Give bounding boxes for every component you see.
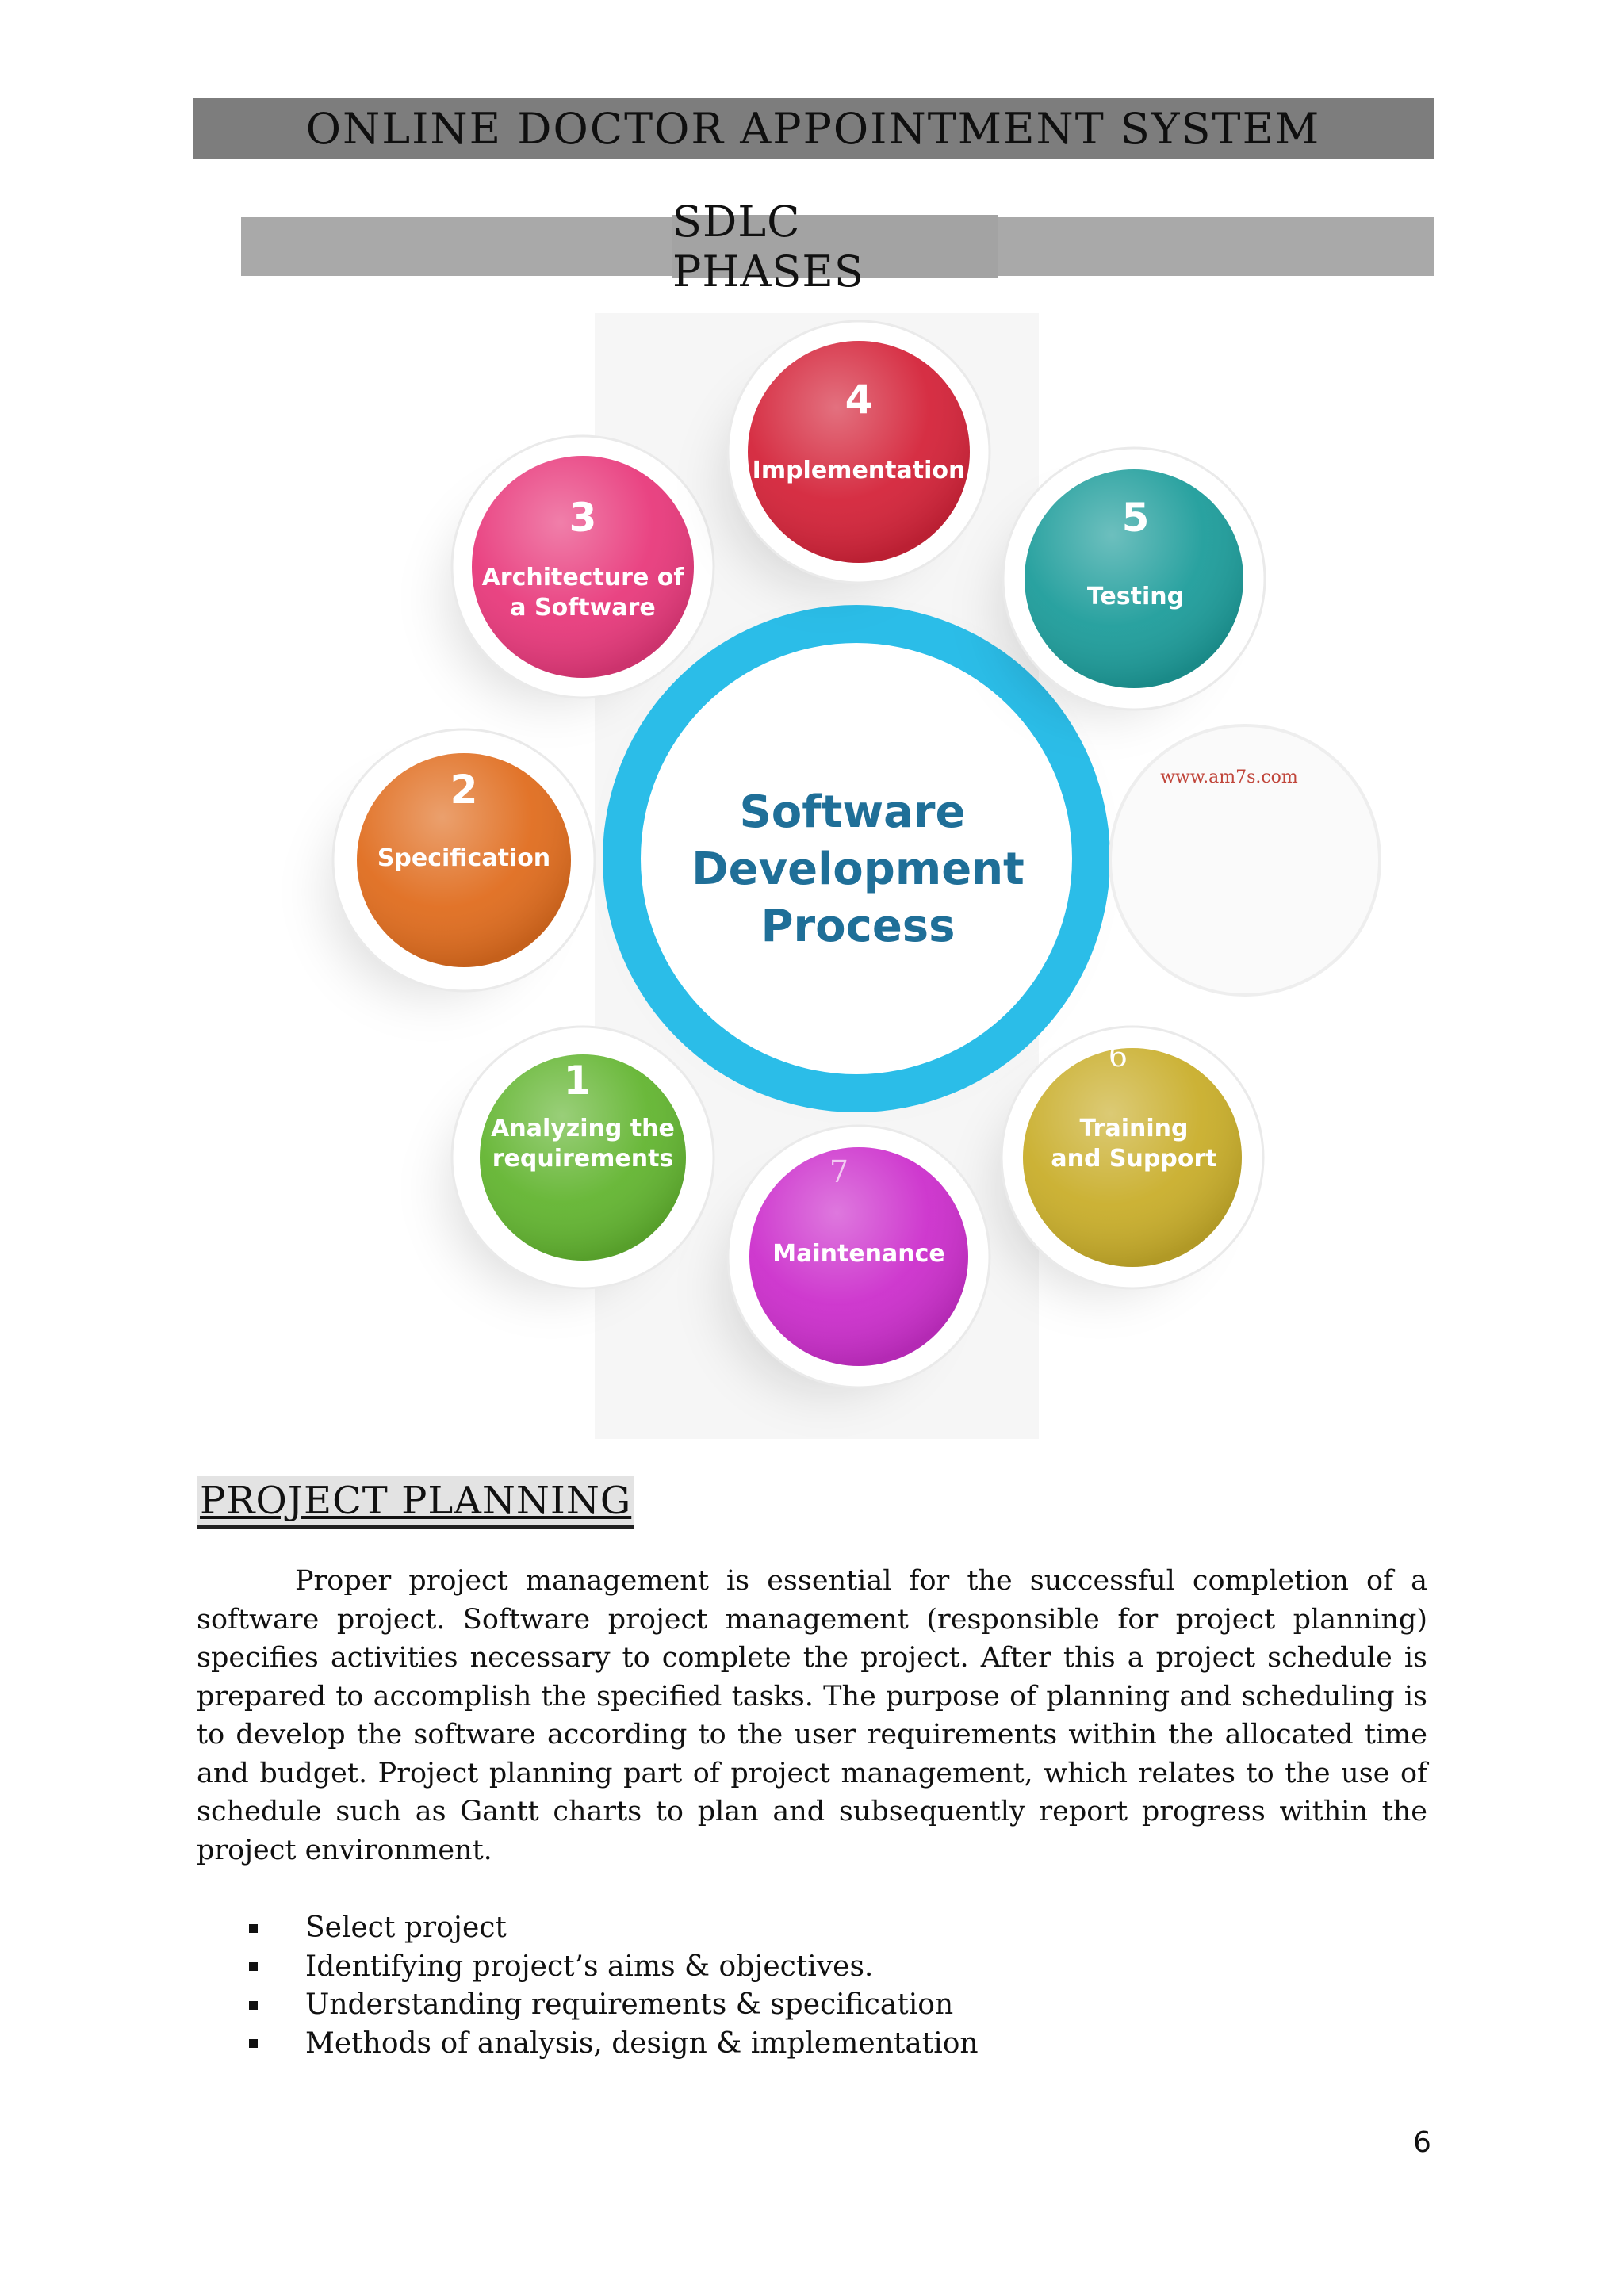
phase-2-number: 2	[450, 767, 478, 813]
list-item-text: Methods of analysis, design & implementation	[305, 2026, 979, 2060]
phase-5-label-line1: Testing	[1086, 583, 1185, 610]
square-bullet-icon	[249, 1962, 258, 1971]
section-title: SDLC PHASES	[672, 197, 864, 297]
phase-3-label-line1: Architecture of	[481, 564, 684, 591]
document-header-bar	[193, 98, 1434, 159]
document-title: ONLINE DOCTOR APPOINTMENT SYSTEM	[305, 104, 1321, 154]
phase-7-label-line1: Maintenance	[772, 1240, 945, 1268]
phase-1-number: 1	[563, 1058, 592, 1104]
phase-4-number: 4	[845, 377, 873, 423]
phase-4-label-line1: Implementation	[752, 457, 966, 484]
phase-3-number: 3	[569, 495, 597, 541]
project-planning-bullet-list	[246, 1909, 979, 2063]
list-item	[246, 2025, 979, 2064]
phase-5-number: 5	[1121, 495, 1150, 541]
square-bullet-icon	[249, 1924, 258, 1933]
project-planning-heading	[197, 1476, 634, 1529]
phase-2-label-line1: Specification	[377, 844, 551, 872]
list-item	[246, 1986, 979, 2025]
phase-7-number: 7	[829, 1154, 849, 1189]
phase-1-label-line2: requirements	[492, 1145, 674, 1173]
phase-3-label-line2: a Software	[510, 594, 656, 622]
page-number: 6	[1413, 2126, 1431, 2159]
list-item	[246, 1909, 979, 1948]
project-planning-paragraph: Proper project management is essential for the successful completion of a software project. Software project management (responsible for project planning) specifies activities necessary to complete the project. After this a project schedule is prepared to accomplish the specified tasks. The purpose of planning and scheduling is to develop the software according to the user requirements within the allocated time and budget. Project planning part of project management, which relates to the use of schedule such as Gantt charts to plan and subsequently report progress within the project environment.	[197, 1565, 1427, 1866]
phase-6-number: 6	[1108, 1039, 1128, 1073]
center-label-line2: Development	[691, 844, 1025, 895]
phase-6-label-line2: and Support	[1051, 1145, 1217, 1173]
phase-2-specification	[301, 729, 595, 1023]
phase-1-label-line1: Analyzing the	[491, 1115, 675, 1142]
list-item-text: Select project	[305, 1911, 507, 1944]
project-planning-heading-text: PROJECT PLANNING	[200, 1479, 632, 1523]
square-bullet-icon	[249, 2001, 258, 2010]
faded-circle	[1110, 725, 1380, 995]
watermark-text: www.am7s.com	[1160, 767, 1298, 787]
center-label-line3: Process	[760, 901, 956, 952]
square-bullet-icon	[249, 2039, 258, 2048]
phase-6-label-line1: Training	[1079, 1115, 1189, 1142]
sdlc-diagram	[222, 313, 1435, 1439]
center-label-line1: Software	[739, 786, 966, 838]
list-item-text: Understanding requirements & specification	[305, 1988, 954, 2021]
list-item-text: Identifying project’s aims & objectives.	[305, 1950, 874, 1983]
list-item	[246, 1948, 979, 1987]
section-heading-box	[672, 197, 998, 297]
